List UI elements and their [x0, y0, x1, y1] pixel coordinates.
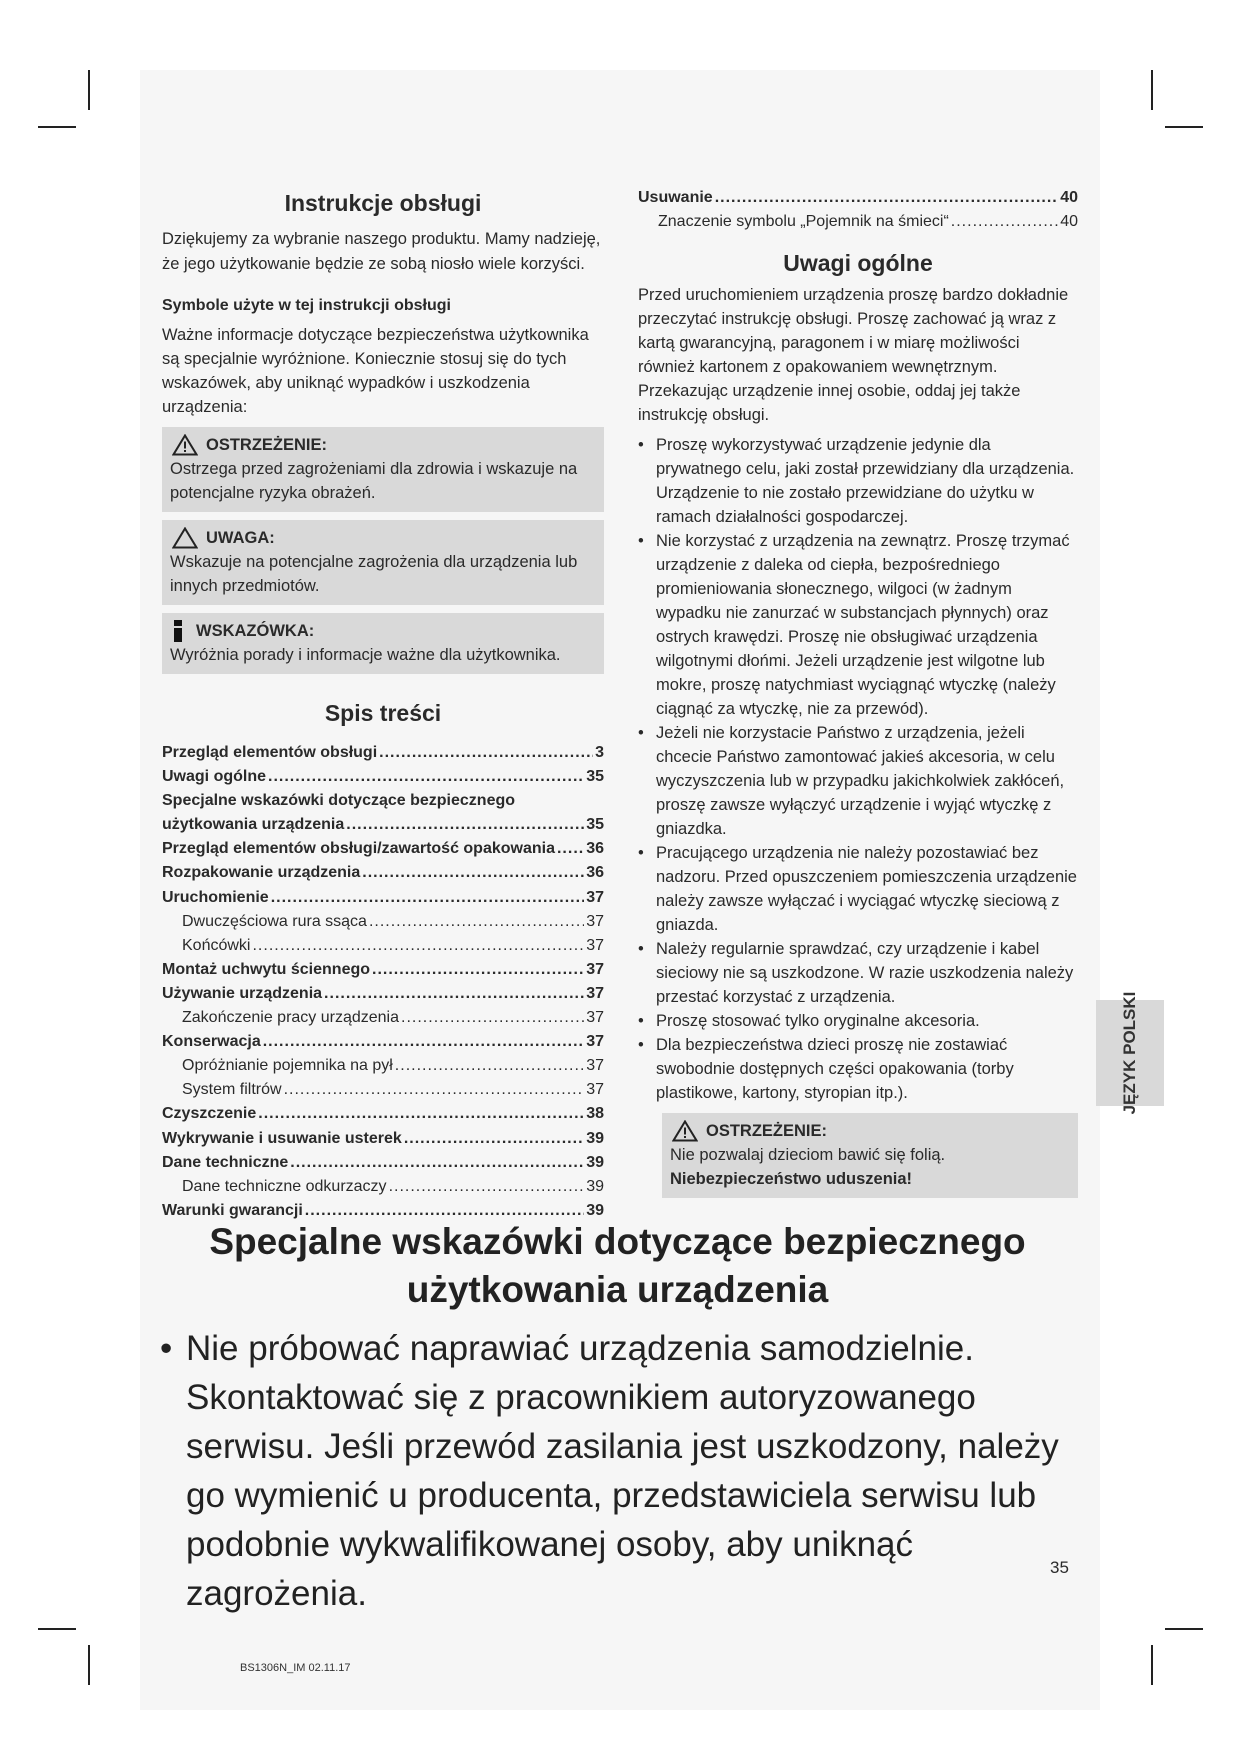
table-of-contents — [162, 741, 604, 1223]
warning-triangle-icon — [672, 1120, 698, 1142]
toc-entry[interactable]: Dane techniczne ..... 39 — [162, 1151, 604, 1175]
toc-entry[interactable]: Usuwanie ..... 40 — [638, 186, 1078, 210]
crop-mark — [1165, 126, 1203, 128]
general-notes-intro: Przed uruchomieniem urządzenia proszę bardzo dokładnie przeczytać instrukcję obsługi. Proszę zachować ją wraz z kartą gwarancyjną, paragonem i w miarę możliwości również kartonem z opakowaniem wewnętrznym. Przekazując urządzenie innej osobie, oddaj jej także instrukcję obsługi. — [638, 286, 1069, 425]
list-item: • Proszę stosować tylko oryginalne akcesoria. — [638, 1009, 1078, 1033]
warning-triangle-icon — [172, 434, 198, 456]
footer-code: BS1306N_IM 02.11.17 — [240, 1662, 351, 1674]
caution-title: UWAGA: — [206, 529, 275, 547]
list-item: • Proszę wykorzystywać urządzenie jedynie dla prywatnego celu, jaki został przewidziany dla urządzenia. Urządzenie to nie zostało przewidziane do użytku w ramach działalności gospodarczej. — [638, 433, 1078, 529]
note-title: WSKAZÓWKA: — [196, 622, 315, 640]
special-safety-title: Specjalne wskazówki dotyczące bezpiecznego użytkowania urządzenia — [209, 1221, 1026, 1310]
toc-entry[interactable]: Czyszczenie ..... 38 — [162, 1102, 604, 1126]
note-box — [162, 613, 604, 674]
toc-continued — [638, 186, 1078, 234]
symbols-text: Ważne informacje dotyczące bezpieczeństwa użytkownika są specjalnie wyróżnione. Koniecznie stosuj się do tych wskazówek, aby uniknąć wypadków i uszkodzenia urządzenia: — [162, 326, 589, 416]
list-item: • Jeżeli nie korzystacie Państwo z urządzenia, jeżeli chcecie Państwo zamontować jakieś akcesoria, w celu wyczyszczenia lub w przypadku jakichkolwiek zakłóceń, proszę zawsze wyłączyć urządzenie i wyjąć wtyczkę z gniazdka. — [638, 721, 1078, 841]
language-tab — [1096, 991, 1164, 1115]
toc-entry[interactable]: Wykrywanie i usuwanie usterek ..... 39 — [162, 1127, 604, 1151]
toc-title: Spis treści — [324, 700, 442, 726]
symbols-heading: Symbole użyte w tej instrukcji obsługi — [162, 297, 451, 314]
manual-title: Instrukcje obsługi — [284, 190, 482, 216]
special-safety-bullet: • Nie próbować naprawiać urządzenia samodzielnie. Skontaktować się z pracownikiem autoryzowanego serwisu. Jeśli przewód zasilania jest uszkodzony, należy go wymienić u producenta, przedstawiciela serwisu lub podobnie wykwalifikowanej osoby, aby uniknąć zagrożenia. — [150, 1324, 1085, 1618]
crop-mark — [1151, 1645, 1153, 1685]
list-item: • Pracującego urządzenia nie należy pozostawiać bez nadzoru. Przed opuszczeniem pomieszczenia urządzenie należy zawsze wyłączać i wyciągać wtyczkę sieciową z gniazda. — [638, 841, 1078, 937]
page-number: 35 — [1050, 1558, 1069, 1577]
crop-mark — [88, 70, 90, 110]
language-tab-label: JĘZYK POLSKI — [1120, 991, 1139, 1115]
safety-bullet-list — [638, 433, 1078, 1105]
special-safety-section — [150, 1218, 1085, 1618]
list-item: • Nie korzystać z urządzenia na zewnątrz. Proszę trzymać urządzenie z daleka od ciepła, bezpośredniego promieniowania słonecznego, wilgoci (w żadnym wypadku nie zanurzać w substancjach płynnych) oraz ostrych krawędzi. Proszę nie obsługiwać urządzenia wilgotnymi dłońmi. Jeżeli urządzenie jest wilgotne lub mokre, proszę natychmiast wyciągnąć wtyczkę (należy ciągnąć za wtyczkę, nie za przewód). — [638, 529, 1078, 721]
warning-box — [162, 427, 604, 512]
crop-mark — [38, 126, 76, 128]
left-column — [162, 190, 604, 1223]
toc-entry[interactable]: Zakończenie pracy urządzenia ..... 37 — [162, 1006, 604, 1030]
toc-entry[interactable]: Przegląd elementów obsługi/zawartość opakowania ..... 36 — [162, 837, 604, 861]
list-item: • Należy regularnie sprawdzać, czy urządzenie i kabel sieciowy nie są uszkodzone. W razie uszkodzenia należy przestać korzystać z urządzenia. — [638, 937, 1078, 1009]
right-column — [638, 190, 1078, 1198]
intro-text: Dziękujemy za wybranie naszego produktu. Mamy nadzieję, że jego użytkowanie będzie ze sobą niosło wiele korzyści. — [162, 230, 601, 273]
toc-entry[interactable]: Warunki gwarancji ..... 39 — [162, 1199, 604, 1223]
toc-entry[interactable]: użytkowania urządzenia ..... 35 — [162, 813, 604, 837]
caution-text: Wskazuje na potencjalne zagrożenia dla urządzenia lub innych przedmiotów. — [170, 553, 578, 595]
packaging-warning-box — [662, 1113, 1078, 1198]
toc-entry[interactable]: Montaż uchwytu ściennego ..... 37 — [162, 958, 604, 982]
warning-line-bold: Niebezpieczeństwo uduszenia! — [670, 1170, 913, 1189]
info-icon — [174, 620, 182, 642]
toc-entry[interactable]: Specjalne wskazówki dotyczące bezpiecznego — [162, 792, 516, 810]
crop-mark — [1165, 1628, 1203, 1630]
general-notes-title: Uwagi ogólne — [783, 250, 933, 277]
warning-title: OSTRZEŻENIE: — [706, 1122, 828, 1141]
crop-mark — [1151, 70, 1153, 110]
toc-entry[interactable]: Rozpakowanie urządzenia ..... 36 — [162, 861, 604, 885]
toc-entry[interactable]: Uruchomienie ..... 37 — [162, 886, 604, 910]
warning-text: Ostrzega przed zagrożeniami dla zdrowia i wskazuje na potencjalne ryzyka obrażeń. — [170, 460, 578, 502]
toc-entry[interactable]: Końcówki ..... 37 — [162, 934, 604, 958]
crop-mark — [38, 1628, 76, 1630]
caution-box — [162, 520, 604, 605]
toc-entry[interactable]: Używanie urządzenia ..... 37 — [162, 982, 604, 1006]
toc-entry[interactable]: Znaczenie symbolu „Pojemnik na śmieci“ ..... 40 — [638, 210, 1078, 234]
toc-entry[interactable]: Przegląd elementów obsługi ..... 3 — [162, 741, 604, 765]
toc-entry[interactable]: Opróżnianie pojemnika na pył ..... 37 — [162, 1054, 604, 1078]
note-text: Wyróżnia porady i informacje ważne dla użytkownika. — [170, 646, 561, 664]
toc-entry[interactable]: Dwuczęściowa rura ssąca ..... 37 — [162, 910, 604, 934]
toc-entry[interactable]: Uwagi ogólne ..... 35 — [162, 765, 604, 789]
caution-triangle-icon — [172, 527, 198, 549]
toc-entry[interactable]: Dane techniczne odkurzaczy ..... 39 — [162, 1175, 604, 1199]
crop-mark — [88, 1645, 90, 1685]
warning-line: Nie pozwalaj dzieciom bawić się folią. — [670, 1146, 946, 1165]
toc-entry[interactable]: Konserwacja ..... 37 — [162, 1030, 604, 1054]
toc-entry[interactable]: System filtrów ..... 37 — [162, 1078, 604, 1102]
warning-title: OSTRZEŻENIE: — [206, 436, 328, 454]
list-item: • Dla bezpieczeństwa dzieci proszę nie zostawiać swobodnie dostępnych części opakowania (torby plastikowe, kartony, styropian itp.). — [638, 1033, 1078, 1105]
